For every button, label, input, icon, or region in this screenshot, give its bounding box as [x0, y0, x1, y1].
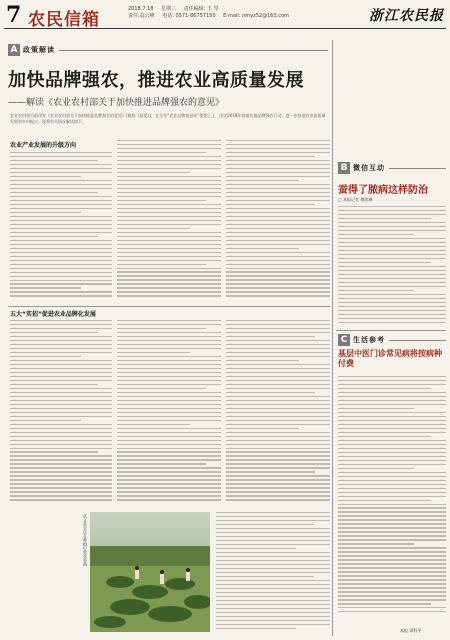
newspaper-logo: 浙江农民报 — [369, 8, 444, 24]
section-b-letter: B — [338, 162, 350, 174]
body-column-2 — [117, 140, 221, 302]
section-a-name: 政策解读 — [23, 46, 55, 54]
masthead — [4, 3, 446, 29]
section-c-name: 生活参考 — [353, 336, 385, 344]
story-b-body — [338, 206, 446, 326]
section-a-rule — [59, 50, 328, 51]
story-b-byline: □ 本报记者 傅凯琳 — [338, 197, 373, 202]
page-number: 7 — [6, 2, 22, 28]
section-b-rule — [389, 168, 446, 169]
masthead-weekday: 星期三 — [161, 6, 177, 12]
masthead-duty: 责任编辑: 王 琴 — [183, 6, 219, 12]
section-divider-1 — [8, 306, 330, 307]
section-b-name: 微信互动 — [353, 164, 385, 172]
section-a-letter: A — [8, 44, 20, 56]
article-subhead-1: 农业产业发展的升级方向 — [10, 142, 77, 149]
body-column-7 — [216, 512, 330, 632]
article-subhead-2: 五大“实招”促进农业品牌化发展 — [10, 311, 96, 318]
section-divider-2 — [336, 330, 446, 331]
body-column-1 — [10, 152, 112, 302]
story-c-body — [338, 376, 446, 624]
section-a-marker — [8, 44, 328, 56]
masthead-layout: 责任:翁云峰 — [128, 13, 155, 19]
body-column-4 — [10, 320, 112, 506]
story-c-title: 基层中医门诊常见病将按病种付费 — [338, 349, 442, 368]
masthead-email: E-mail: nmyz52@163.com — [223, 13, 289, 19]
section-c-rule — [389, 340, 446, 341]
photo-credit: 本报 章科平 — [400, 628, 422, 633]
article-lead: 农业农村部日前印发《农业农村部关于加快推进品牌强农的意见》(简称《意见》)，在全年“农业品牌推进年”重要之上，决定2018年底前实施品牌强农行动，进一步推进农业高质量发展和乡村振兴，现将有关情况解读如下。 — [10, 113, 326, 124]
section-c-letter: C — [338, 334, 350, 346]
body-column-5 — [117, 320, 221, 506]
section-b-marker — [338, 162, 446, 174]
field-photo-illustration — [10, 512, 210, 632]
masthead-phone: 电话: 0571-86757150 — [162, 13, 216, 19]
story-b-title: 蚕得了脓病这样防治 — [338, 185, 428, 196]
article-photo — [10, 512, 210, 632]
photo-caption: 武义县农民在种植中收获果蔬 — [83, 514, 88, 566]
body-column-3 — [226, 140, 330, 302]
masthead-date: 2018.7.18 — [128, 6, 154, 12]
section-c-marker — [338, 334, 446, 346]
page-section-name: 农民信箱 — [28, 10, 100, 30]
article-subheadline: ——解读《农业农村部关于加快推进品牌强农的意见》 — [8, 98, 225, 108]
masthead-meta — [128, 6, 298, 20]
article-headline: 加快品牌强农，推进农业高质量发展 — [8, 70, 304, 91]
column-divider — [332, 40, 333, 636]
body-column-6 — [226, 320, 330, 506]
